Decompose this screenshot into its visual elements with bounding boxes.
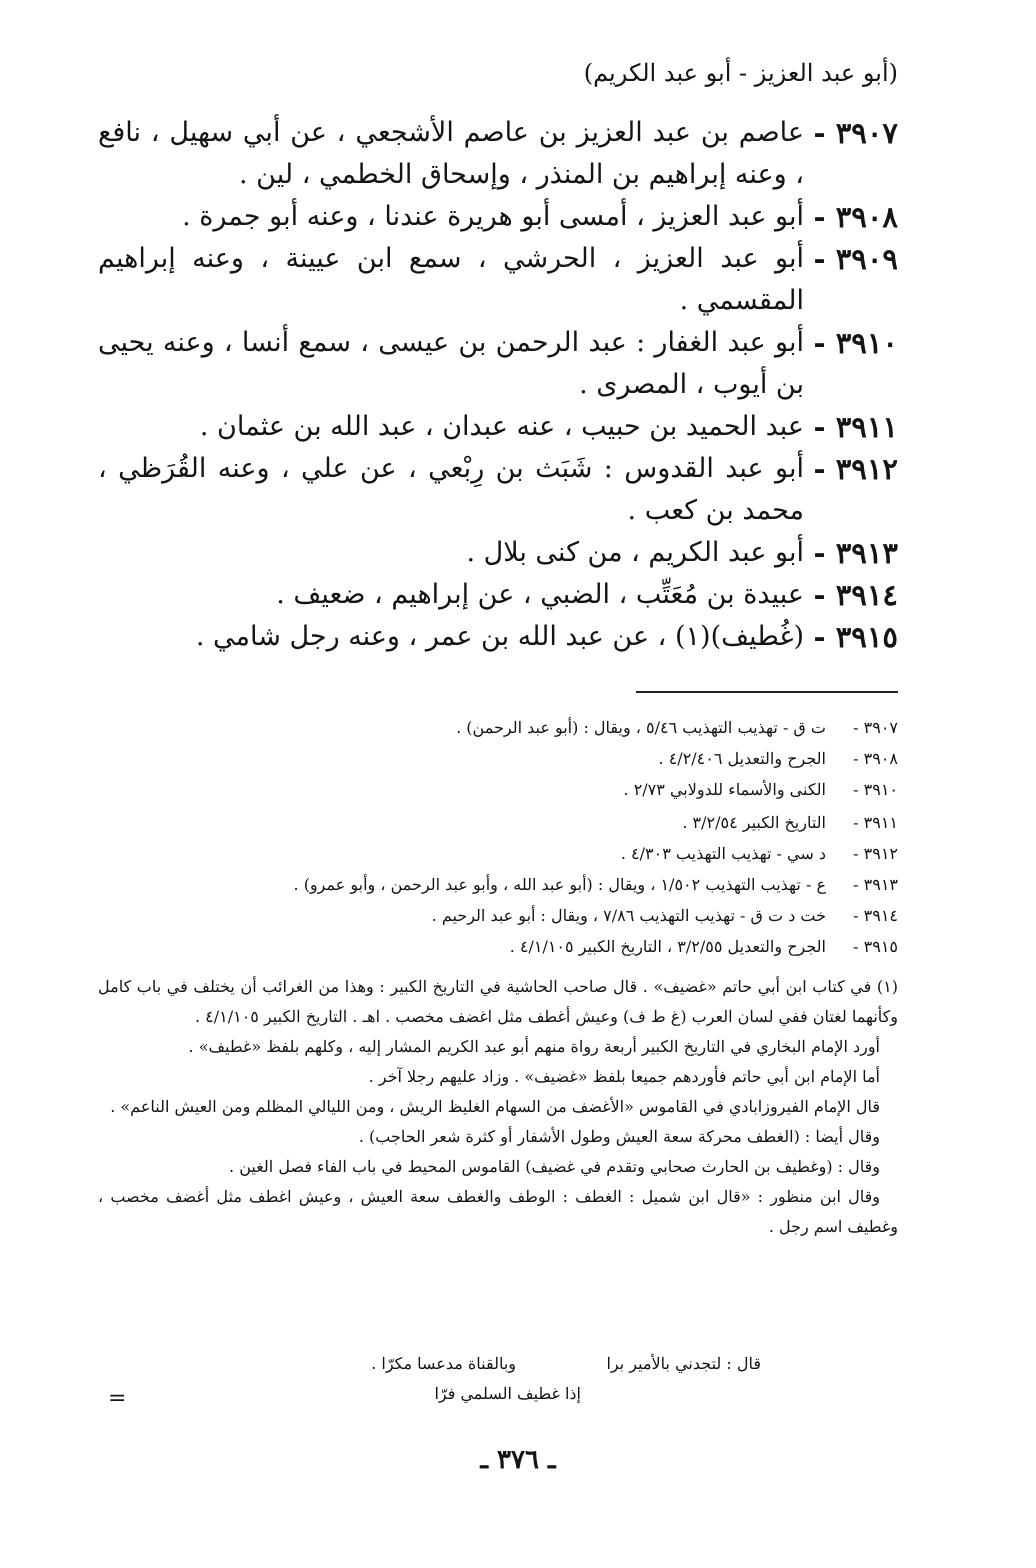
entries-list [98,112,898,658]
note-text: التاريخ الكبير ٣/٢/٥٤ . [682,813,826,832]
entry-text: (غُطيف)(١) ، عن عبد الله بن عمر ، وعنه رجل شامي . [195,621,804,652]
footnote-body [98,972,898,1242]
note-3913 [98,869,898,900]
entry-text: عبيدة بن مُعَتِّب ، الضبي ، عن إبراهيم ، ضعيف . [276,579,804,610]
note-3910 [98,774,898,805]
footnote-paragraph: أما الإمام ابن أبي حاتم فأوردهم جميعا بلفظ «غضيف» . وزاد عليهم رجلا آخر . [368,1067,880,1086]
note-number: ٣٩٠٧ - [853,718,898,737]
note-text: ت ق - تهذيب التهذيب ٥/٤٦ ، ويقال : (أبو عبد الرحمن) . [456,718,826,737]
entry-number: ٣٩١٢ - [813,452,898,486]
entry-number: ٣٩٠٨ - [813,200,898,234]
note-3912 [98,838,898,869]
entry-3909 [98,238,898,322]
entry-text: أبو عبد القدوس : شَبَث بن رِبْعي ، عن علي ، وعنه القُرَظي ، محمد بن كعب . [98,453,804,526]
entry-text: أبو عبد الغفار : عبد الرحمن بن عيسى ، سمع أنسا ، وعنه يحيى بن أيوب ، المصرى . [98,327,804,400]
entry-3911 [98,406,898,448]
entry-number: ٣٩١٥ - [813,620,898,654]
page-header: (أبو عبد العزيز - أبو عبد الكريم) [583,59,898,87]
entry-number: ٣٩١٠ - [813,326,898,360]
entry-text: أبو عبد العزيز ، الحرشي ، سمع ابن عيينة ، وعنه إبراهيم المقسمي . [98,243,804,316]
note-number: ٣٩١٤ - [853,906,898,925]
note-3908 [98,743,898,774]
entry-text: أبو عبد العزيز ، أمسى أبو هريرة عندنا ، وعنه أبو جمرة . [182,201,804,232]
entry-number: ٣٩١٣ - [813,536,898,570]
entry-number: ٣٩٠٩ - [813,242,898,276]
entry-3912 [98,448,898,532]
footnote-paragraph: أورد الإمام البخاري في التاريخ الكبير أربعة رواة منهم أبو عبد الكريم المشار إليه ، وكلهم بلفظ «غطيف» . [188,1037,880,1056]
entry-3915 [98,616,898,658]
page-number: ـ ٣٧٦ ـ [480,1445,556,1475]
entry-number: ٣٩١١ - [813,410,898,444]
entry-3908 [98,196,898,238]
note-text: الجرح والتعديل ٣/٢/٥٥ ، التاريخ الكبير ٤/١/١٠٥ . [509,937,826,956]
poem-verse [241,1349,761,1409]
source-notes [98,712,898,962]
verse-hemistich: وبالقناة مدعسا مكرّا . [371,1354,516,1373]
footnote-paragraph: وقال أيضا : (الغطف محركة سعة العيش وطول الأشفار أو كثرة شعر الحاجب) . [358,1127,880,1146]
note-text: الجرح والتعديل ٤/٢/٤٠٦ . [658,749,826,768]
entry-number: ٣٩٠٧ - [813,116,898,150]
note-text: ع - تهذيب التهذيب ١/٥٠٢ ، ويقال : (أبو عبد الله ، وأبو عبد الرحمن ، وأبو عمرو) . [293,875,826,894]
note-number: ٣٩١١ - [853,813,898,832]
note-number: ٣٩٠٨ - [853,749,898,768]
note-3915 [98,931,898,962]
footnote-paragraph: قال الإمام الفيروزابادي في القاموس «الأغضف من السهام الغليظ الريش ، ومن الليالي المظلم ومن العيش الناعم» . [110,1097,880,1116]
note-number: ٣٩١٣ - [853,875,898,894]
note-number: ٣٩١٠ - [853,780,898,799]
note-text: د سي - تهذيب التهذيب ٤/٣٠٣ . [620,844,826,863]
entry-3914 [98,574,898,616]
verse-hemistich: إذا غطيف السلمي فرّا [434,1384,581,1403]
note-number: ٣٩١٥ - [853,937,898,956]
note-text: خت د ت ق - تهذيب التهذيب ٧/٨٦ ، ويقال : أبو عبد الرحيم . [431,906,826,925]
verse-hemistich: قال : لتجدني بالأمير برا [606,1354,761,1373]
footnote-divider [636,691,898,693]
note-3914 [98,900,898,931]
footnote-paragraph: (١) في كتاب ابن أبي حاتم «غضيف» . قال صاحب الحاشية في التاريخ الكبير : وهذا من الغرائب أن يختلف في باب كامل وكأنهما لغتان ففي لسان العرب (غ ط ف) وعيش أغطف مثل اغضف مخصب . اهـ . التاريخ الكبير ٤/١/١٠٥ . [98,977,898,1026]
continuation-mark: = [108,1386,127,1411]
entry-3913 [98,532,898,574]
entry-text: عبد الحميد بن حبيب ، عنه عبدان ، عبد الله بن عثمان . [199,411,804,442]
entry-3910 [98,322,898,406]
note-number: ٣٩١٢ - [853,844,898,863]
entry-text: أبو عبد الكريم ، من كنى بلال . [466,537,804,568]
entry-number: ٣٩١٤ - [813,578,898,612]
footnote-paragraph: وقال : (وغطيف بن الحارث صحابي وتقدم في غضيف) القاموس المحيط في باب الفاء فصل الغين . [229,1157,880,1176]
entry-text: عاصم بن عبد العزيز بن عاصم الأشجعي ، عن أبي سهيل ، نافع ، وعنه إبراهيم بن المنذر ، وإسحاق الخطمي ، لين . [98,117,804,190]
note-3911 [98,807,898,838]
verse-line [241,1379,581,1409]
footnote-paragraph: وقال ابن منظور : «قال ابن شميل : الغطف : الوطف والغطف سعة العيش ، وعيش اغطف مثل أغضف مخصب ، وغطيف اسم رجل . [98,1187,898,1236]
verse-line [241,1349,761,1379]
entry-3907 [98,112,898,196]
note-text: الكنى والأسماء للدولابي ٢/٧٣ . [623,780,826,799]
note-3907 [98,712,898,743]
